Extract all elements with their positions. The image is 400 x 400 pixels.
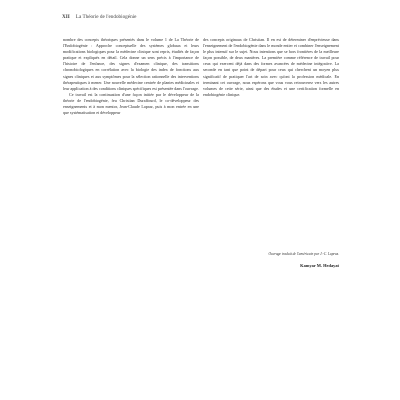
right-column bbox=[203, 37, 339, 98]
left-column bbox=[63, 37, 199, 116]
left-paragraph-1: nombre des concepts théoriques présentés dans le volume 1 de La Théorie de l'Endobiogénie : Approche conceptuelle des systèmes globaux et leurs modifications biologiques pour la médecine clinique sont repris, étudiés de façon pratique et expliqués en détail. Cela donne un sens précis à l'importance de l'histoire de l'enfance, des signes d'examen clinique, des transitions chronobiologiques en corrélation avec la biologie des index de fonctions aux signes cliniques et aux symptômes pour la sélection rationnelle des interventions thérapeutiques à mener. Une nouvelle médecine centrée de plantes médicinales et leur application à des conditions cliniques spécifiques est présentée dans l'ouvrage. bbox=[63, 37, 199, 91]
page-header bbox=[62, 14, 136, 20]
running-title: La Théorie de l'endobiogénie bbox=[75, 14, 137, 20]
translation-note: Ouvrage traduit de l'américain par J.-C. Lapraz. bbox=[268, 252, 339, 256]
page-number: XII bbox=[62, 14, 70, 20]
left-paragraph-2: Ce travail est la continuation d'une façon initiée par le développeur de la théorie de l'endobiogénie, feu Christian Duraffourd, le co-développeur des enseignements et à mon mentor, Jean-Claude Lapraz, puis à mon entrée en une que systématisation et développeur bbox=[63, 91, 199, 116]
right-paragraph-1: des concepts originaux de Christian. Il en est de déterminer d'enprécieuse dans l'enseignement de l'endobiogénie dans le monde entier et combiner l'enseignement le plus intensif sur le sujet. Nous intentions que se hors frontières de la meilleure façon possible, de deux manières. La première comme référence de travail pour ceux qui exercent déjà dans des formes avancées de médecine intégrative. La seconde en tant que point de départ pour ceux qui cherchent un moyen plus significatif de pratiquer l'art de soin avec qu'ont la profession médicale. En terminant cet ouvrage, nous espérons que vous vous retrouverez vers les autres volumes de cette série, ainsi que des études et une certification formelle en endobiogénie clinique. bbox=[203, 37, 339, 97]
author-signature: Kamyar M. Hedayat bbox=[300, 263, 339, 268]
